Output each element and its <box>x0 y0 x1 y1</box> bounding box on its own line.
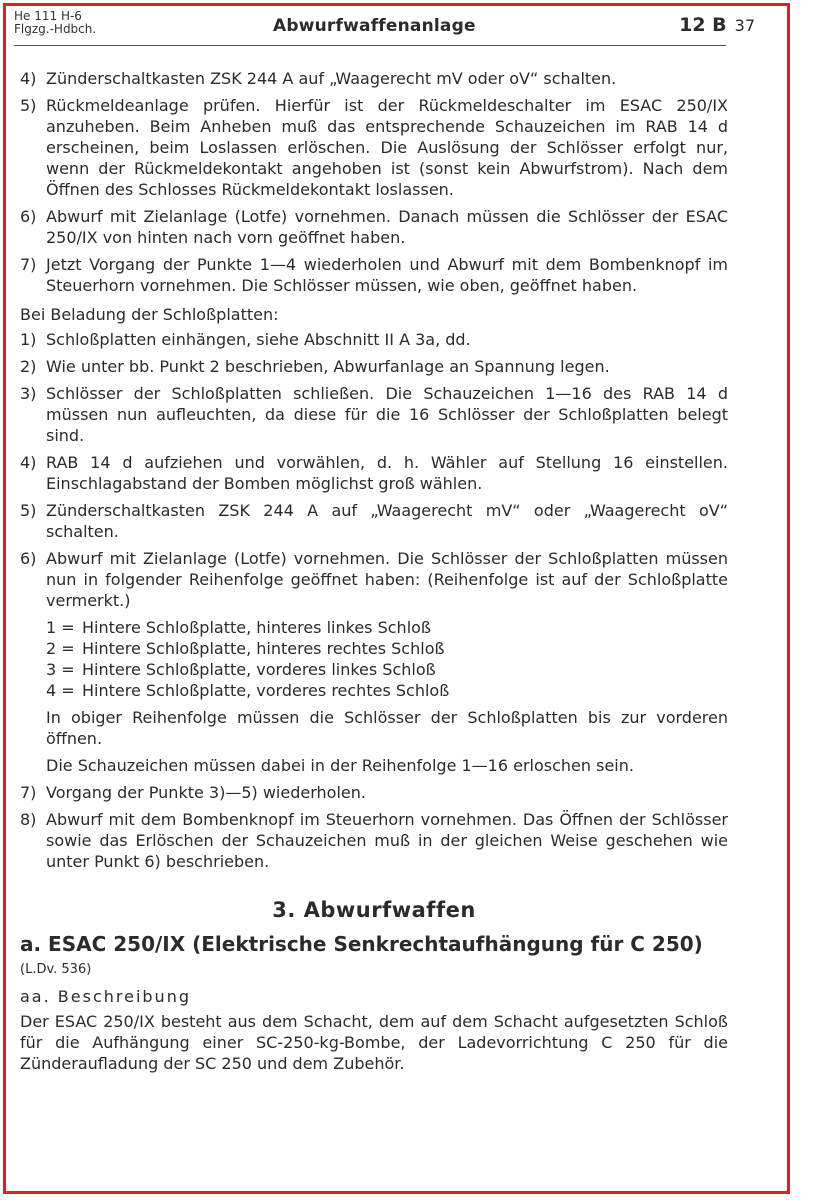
item-text: Wie unter bb. Punkt 2 beschrieben, Abwurfanlage an Spannung legen. <box>46 357 610 376</box>
list-item <box>20 383 728 446</box>
section-number: 12 B <box>679 14 727 36</box>
item-text: Abwurf mit dem Bombenknopf im Steuerhorn vornehmen. Das Öffnen der Schlösser sowie das Erlöschen der Schauzeichen muß in der gleichen Weise geschehen wie unter Punkt 6) beschrieben. <box>46 810 728 871</box>
intro-paragraph: Bei Beladung der Schloßplatten: <box>20 305 279 324</box>
list-item <box>20 206 728 248</box>
header-left <box>14 10 96 36</box>
item-number: 4) <box>20 69 37 88</box>
sequence-number: 4 = <box>46 681 75 700</box>
item-number: 4) <box>20 453 37 472</box>
manual-name: Flgzg.-Hdbch. <box>14 22 97 36</box>
item-text: Vorgang der Punkte 3)—5) wiederholen. <box>46 783 366 802</box>
sequence-number: 3 = <box>46 660 75 679</box>
note-paragraph: In obiger Reihenfolge müssen die Schlösser der Schloßplatten bis zur vorderen öffnen. <box>46 708 728 748</box>
item-text: Zünderschaltkasten ZSK 244 A auf „Waagerecht mV“ oder „Waagerecht oV“ schalten. <box>46 501 728 541</box>
sequence-item <box>46 659 728 680</box>
sub-heading: a. ESAC 250/IX (Elektrische Senkrechtaufhängung für C 250) <box>20 932 703 956</box>
list-item <box>20 95 728 200</box>
sequence-number: 2 = <box>46 639 75 658</box>
list-b <box>20 329 728 611</box>
item-number: 5) <box>20 501 37 520</box>
reference: (L.Dv. 536) <box>20 962 92 977</box>
item-number: 1) <box>20 330 37 349</box>
page-content <box>20 68 728 1074</box>
page-number: 37 <box>734 16 755 35</box>
final-paragraph: Der ESAC 250/IX besteht aus dem Schacht, dem auf dem Schacht aufgesetzten Schloß für die Aufhängung einer SC-250-kg-Bombe, der Ladevorrichtung C 250 für die Zünderaufladung der SC 250 und dem Zubehör. <box>20 1012 728 1073</box>
sequence-list <box>20 617 728 701</box>
item-text: Abwurf mit Zielanlage (Lotfe) vornehmen. Danach müssen die Schlösser der ESAC 250/IX von hinten nach vorn geöffnet haben. <box>46 207 728 247</box>
header-right <box>679 14 755 36</box>
sequence-text: Hintere Schloßplatte, hinteres rechtes Schloß <box>82 639 445 658</box>
sequence-text: Hintere Schloßplatte, vorderes rechtes Schloß <box>82 681 450 700</box>
sequence-number: 1 = <box>46 618 75 637</box>
header-rule <box>14 45 726 46</box>
item-text: Jetzt Vorgang der Punkte 1—4 wiederholen und Abwurf mit dem Bombenknopf im Steuerhorn vornehmen. Die Schlösser müssen, wie oben, geöffnet haben. <box>46 255 728 295</box>
item-number: 2) <box>20 357 37 376</box>
list-item <box>20 782 728 803</box>
item-text: Zünderschaltkasten ZSK 244 A auf „Waagerecht mV oder oV“ schalten. <box>46 69 617 88</box>
sequence-item <box>46 680 728 701</box>
page-header <box>14 10 755 44</box>
section-title: 3. Abwurfwaffen <box>272 898 476 922</box>
list-item <box>20 329 728 350</box>
sequence-text: Hintere Schloßplatte, vorderes linkes Schloß <box>82 660 436 679</box>
item-number: 6) <box>20 549 37 568</box>
item-number: 6) <box>20 207 37 226</box>
list-item <box>20 548 728 611</box>
subsub-heading: aa. Beschreibung <box>20 987 191 1006</box>
item-number: 7) <box>20 783 37 802</box>
header-title: Abwurfwaffenanlage <box>273 16 476 36</box>
sequence-text: Hintere Schloßplatte, hinteres linkes Schloß <box>82 618 431 637</box>
item-text: Schlösser der Schloßplatten schließen. Die Schauzeichen 1—16 des RAB 14 d müssen nun aufleuchten, da diese für die 16 Schlösser der Schloßplatten belegt sind. <box>46 384 728 445</box>
list-c <box>20 782 728 872</box>
list-item <box>20 68 728 89</box>
aircraft-model: He 111 H-6 <box>14 9 82 23</box>
item-text: Abwurf mit Zielanlage (Lotfe) vornehmen. Die Schlösser der Schloßplatten müssen nun in folgender Reihenfolge geöffnet haben: (Reihenfolge ist auf der Schloßplatte vermerkt.) <box>46 549 728 610</box>
item-number: 3) <box>20 384 37 403</box>
list-item <box>20 452 728 494</box>
list-item <box>20 809 728 872</box>
note-paragraph: Die Schauzeichen müssen dabei in der Reihenfolge 1—16 erloschen sein. <box>46 756 634 775</box>
sequence-item <box>46 638 728 659</box>
item-text: Schloßplatten einhängen, siehe Abschnitt II A 3a, dd. <box>46 330 471 349</box>
list-item <box>20 356 728 377</box>
sequence-item <box>46 617 728 638</box>
item-text: RAB 14 d aufziehen und vorwählen, d. h. Wähler auf Stellung 16 einstellen. Einschlagabstand der Bomben möglichst groß wählen. <box>46 453 728 493</box>
list-item <box>20 500 728 542</box>
list-a <box>20 68 728 296</box>
item-number: 8) <box>20 810 37 829</box>
item-text: Rückmeldeanlage prüfen. Hierfür ist der Rückmeldeschalter im ESAC 250/IX anzuheben. Beim Anheben muß das entsprechende Schauzeichen im RAB 14 d erscheinen, beim Loslassen erlöschen. Die Auslösung der Schlösser erfolgt nur, wenn der Rückmeldekontakt angehoben ist (sonst kein Abwurfstrom). Nach dem Öffnen des Schlosses Rückmeldekontakt loslassen. <box>46 96 728 199</box>
item-number: 5) <box>20 96 37 115</box>
list-item <box>20 254 728 296</box>
item-number: 7) <box>20 255 37 274</box>
